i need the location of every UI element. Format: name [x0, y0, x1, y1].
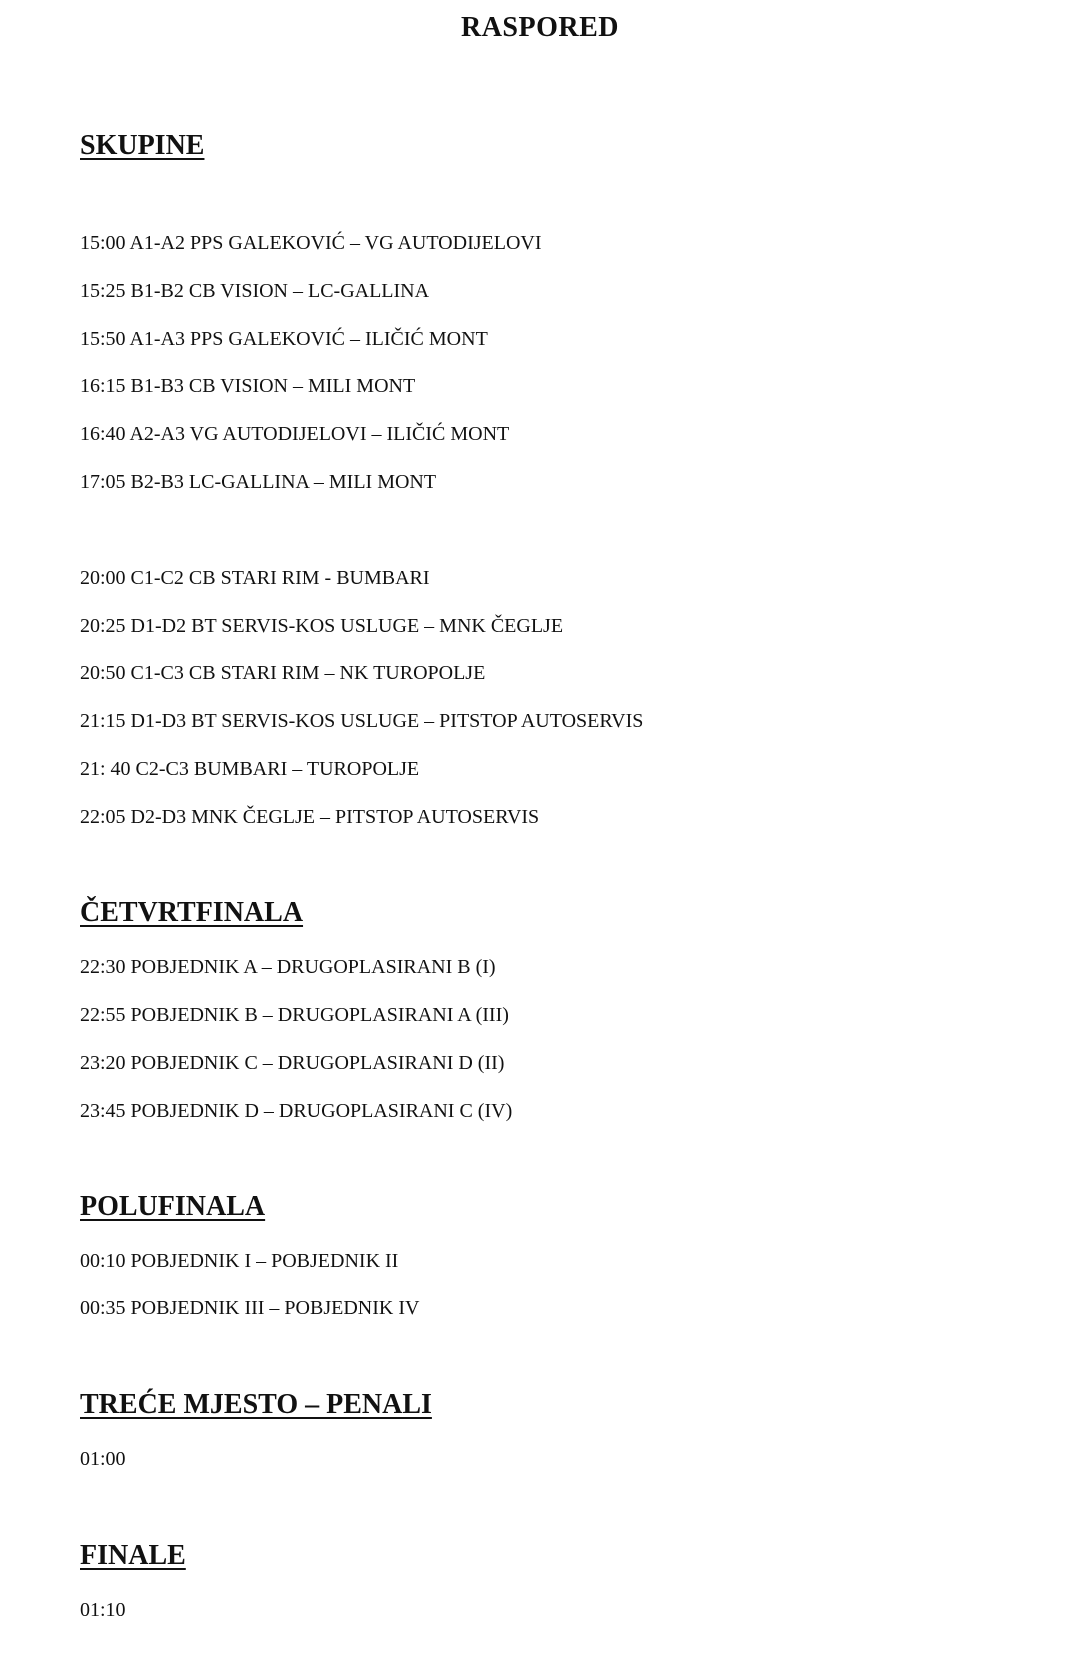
schedule-line: 01:10	[80, 1599, 126, 1621]
schedule-line: 16:40 A2-A3 VG AUTODIJELOVI – ILIČIĆ MONT	[80, 423, 510, 445]
page-title: RASPORED	[460, 12, 619, 43]
section-heading-trece-mjesto: TREĆE MJESTO – PENALI	[80, 1389, 432, 1420]
schedule-line: 16:15 B1-B3 CB VISION – MILI MONT	[80, 375, 416, 397]
schedule-line: 22:55 POBJEDNIK B – DRUGOPLASIRANI A (III)	[80, 1004, 509, 1026]
schedule-line: 00:35 POBJEDNIK III – POBJEDNIK IV	[80, 1297, 420, 1319]
schedule-line: 17:05 B2-B3 LC-GALLINA – MILI MONT	[80, 471, 437, 493]
schedule-line: 22:05 D2-D3 MNK ČEGLJE – PITSTOP AUTOSERVIS	[80, 806, 540, 828]
section-heading-finale: FINALE	[80, 1540, 186, 1571]
schedule-line: 00:10 POBJEDNIK I – POBJEDNIK II	[80, 1250, 399, 1272]
schedule-line: 15:50 A1-A3 PPS GALEKOVIĆ – ILIČIĆ MONT	[80, 328, 488, 350]
schedule-line: 21:15 D1-D3 BT SERVIS-KOS USLUGE – PITSTOP AUTOSERVIS	[80, 710, 644, 732]
schedule-line: 15:25 B1-B2 CB VISION – LC-GALLINA	[80, 280, 430, 302]
schedule-line: 23:20 POBJEDNIK C – DRUGOPLASIRANI D (II)	[80, 1052, 505, 1074]
section-heading-skupine: SKUPINE	[80, 130, 205, 161]
schedule-line: 21: 40 C2-C3 BUMBARI – TUROPOLJE	[80, 758, 420, 780]
schedule-line: 15:00 A1-A2 PPS GALEKOVIĆ – VG AUTODIJELOVI	[80, 232, 542, 254]
schedule-line: 20:50 C1-C3 CB STARI RIM – NK TUROPOLJE	[80, 662, 486, 684]
schedule-line: 20:00 C1-C2 CB STARI RIM - BUMBARI	[80, 567, 430, 589]
schedule-line: 20:25 D1-D2 BT SERVIS-KOS USLUGE – MNK ČEGLJE	[80, 615, 564, 637]
schedule-line: 22:30 POBJEDNIK A – DRUGOPLASIRANI B (I)	[80, 956, 496, 978]
section-heading-cetvrtfinala: ČETVRTFINALA	[80, 897, 304, 928]
section-heading-polufinala: POLUFINALA	[80, 1191, 266, 1222]
schedule-line: 01:00	[80, 1448, 126, 1470]
schedule-line: 23:45 POBJEDNIK D – DRUGOPLASIRANI C (IV)	[80, 1100, 513, 1122]
